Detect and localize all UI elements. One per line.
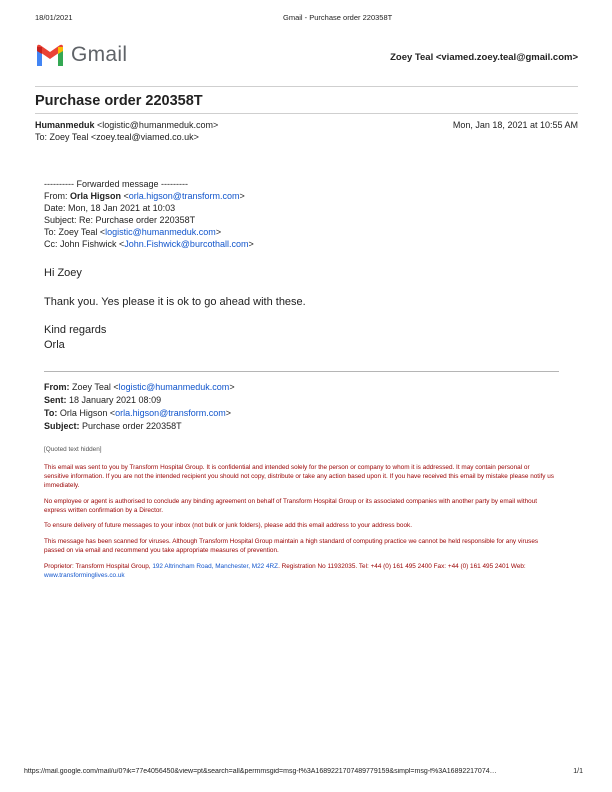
disclaimer-authority: No employee or agent is authorised to conclude any binding agreement on behalf of Transform Hospital Group or its associated companies with another party by email without express written confirmation by a Director. — [44, 498, 538, 514]
quoted-sent — [44, 394, 161, 406]
quoted-from: From: Zoey Teal <logistic@humanmeduk.com> — [44, 382, 235, 392]
forward-cc-label: Cc: John Fishwick < — [44, 239, 125, 249]
quoted-to-label: To: — [44, 408, 58, 418]
quoted-to-email-link[interactable]: orla.higson@transform.com — [115, 408, 226, 418]
quoted-from-label: From: — [44, 382, 70, 392]
header-divider — [35, 86, 578, 87]
proprietor-contact: . Registration No 11932035. Tel: +44 (0) 161 495 2400 Fax: +44 (0) 161 495 2401 Web: — [278, 563, 526, 570]
forward-from-name: Orla Higson — [70, 191, 122, 201]
disclaimer-confidential: This email was sent to you by Transform Hospital Group. It is confidential and intended solely for the person or company to whom it is addressed. It may contain personal or sensitive information. If you are not the intended recipient you should not copy, distribute or take any action based upon it. If you have received this email by mistake please notify us immediately. — [44, 464, 555, 489]
subject-divider — [35, 113, 578, 114]
sender-email: <logistic@humanmeduk.com> — [97, 120, 219, 130]
quoted-from-value: Zoey Teal < — [69, 382, 119, 392]
account-label: Zoey Teal <viamed.zoey.teal@gmail.com> — [390, 52, 578, 63]
quoted-subject-label: Subject: — [44, 421, 80, 431]
quoted-sent-value: 18 January 2021 08:09 — [66, 395, 162, 405]
quoted-text-hidden[interactable]: [Quoted text hidden] — [44, 446, 102, 453]
print-title: Gmail - Purchase order 220358T — [283, 13, 393, 22]
proprietor-web-link[interactable]: www.transforminglives.co.uk — [44, 572, 125, 579]
quoted-to: To: Orla Higson <orla.higson@transform.com> — [44, 408, 232, 418]
email-subject: Purchase order 220358T — [35, 93, 203, 109]
footer-url: https://mail.google.com/mail/u/0?ik=77e4056450&view=pt&search=all&permmsgid=msg-f%3A1689221707489779159&simpl=msg-f%3A16892217074… — [24, 768, 497, 775]
forward-date: Date: Mon, 18 Jan 2021 at 10:03 — [44, 203, 176, 213]
message-line: Thank you. Yes please it is ok to go ahead with these. — [44, 296, 306, 308]
forward-cc: Cc: John Fishwick <John.Fishwick@burcothall.com> — [44, 239, 254, 249]
gmail-logo-icon — [35, 44, 65, 68]
forward-to-email-link[interactable]: logistic@humanmeduk.com — [105, 227, 216, 237]
email-to: To: Zoey Teal <zoey.teal@viamed.co.uk> — [35, 132, 199, 142]
forward-subject: Subject: Re: Purchase order 220358T — [44, 215, 196, 225]
forward-from-label: From: — [44, 191, 70, 201]
forward-separator: ---------- Forwarded message --------- — [44, 179, 188, 189]
disclaimer-virus: This message has been scanned for viruses. Although Transform Hospital Group maintain a high standard of computing practice we cannot be held responsible for any viruses passed on via email and recommend you take appropriate measures of prevention. — [44, 538, 539, 554]
email-date: Mon, Jan 18, 2021 at 10:55 AM — [452, 120, 578, 130]
message-signoff: Kind regards — [44, 324, 107, 336]
forward-to-label: To: Zoey Teal < — [44, 227, 106, 237]
quote-divider — [44, 371, 559, 372]
disclaimer-proprietor — [44, 562, 556, 580]
forward-to: To: Zoey Teal <logistic@humanmeduk.com> — [44, 227, 222, 237]
quoted-sent-label: Sent: — [44, 395, 67, 405]
quoted-to-value: Orla Higson < — [57, 408, 116, 418]
message-greeting: Hi Zoey — [44, 267, 82, 279]
forward-cc-email-link[interactable]: John.Fishwick@burcothall.com — [124, 239, 249, 249]
message-signature: Orla — [44, 339, 65, 351]
footer-page: 1/1 — [573, 768, 583, 775]
forward-from-email-link[interactable]: orla.higson@transform.com — [128, 191, 240, 201]
quoted-from-email-link[interactable]: logistic@humanmeduk.com — [118, 382, 230, 392]
quoted-subject — [44, 420, 182, 432]
proprietor-address-link[interactable]: 192 Altrincham Road, Manchester, M22 4RZ — [152, 563, 279, 570]
proprietor-text: Proprietor: Transform Hospital Group, — [44, 563, 153, 570]
forward-from: From: Orla Higson <orla.higson@transform.com> — [44, 191, 245, 201]
sender-name: Humanmeduk — [35, 120, 95, 130]
print-date: 18/01/2021 — [35, 13, 73, 22]
quoted-subject-value: Purchase order 220358T — [79, 421, 182, 431]
sender — [35, 119, 218, 131]
disclaimer-delivery: To ensure delivery of future messages to your inbox (not bulk or junk folders), please add this email address to your address book. — [44, 522, 413, 529]
gmail-logo-text: Gmail — [71, 43, 128, 66]
